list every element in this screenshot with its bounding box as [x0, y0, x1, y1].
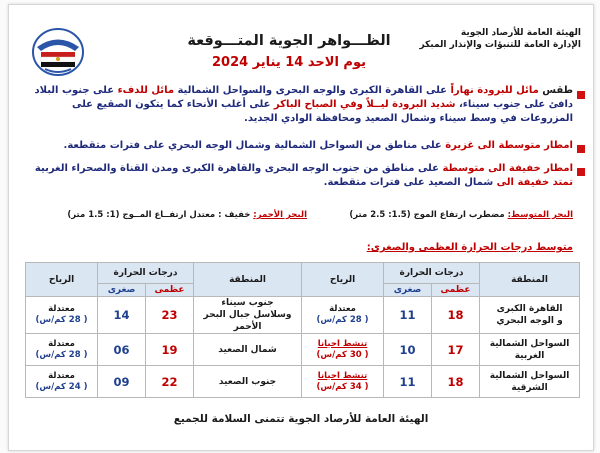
red-square-bullet-icon	[577, 91, 585, 99]
forecast-bullet-3	[19, 162, 573, 190]
min-temp: 14	[98, 297, 146, 334]
bullet-seg: تمتد خفيفة الى	[496, 177, 573, 188]
area-name: القاهرة الكبرى و الوجه البحري	[480, 297, 580, 334]
table-row	[26, 366, 580, 398]
bullet-seg: غزيرة	[445, 140, 475, 151]
wind-speed: ( 28 كم/س)	[316, 315, 369, 325]
red-sea-condition: خفيف : معتدل	[186, 210, 254, 220]
bullet-seg: مائل للبرودة نهاراً	[450, 85, 539, 96]
bullet-seg: شمال الصعيد على فترات متقطعة.	[323, 177, 497, 188]
max-temp: 18	[432, 297, 480, 334]
avg-temps-title: متوسط درجات الحرارة العظمى والصغرى:	[366, 242, 573, 253]
wind-cell	[26, 366, 98, 398]
area-name: جنوب الصعيد	[194, 366, 302, 398]
ema-logo-icon	[31, 27, 85, 77]
bullet-seg: على القاهرة الكبرى والوجه البحرى والسواحل الشمالية	[174, 85, 451, 96]
wind-desc: تنشط احيانا	[317, 370, 368, 381]
wind-speed: ( 30 كم/س)	[316, 349, 369, 360]
max-temp: 17	[432, 334, 480, 366]
col-wind-header: الرياح	[26, 263, 98, 297]
min-temp: 06	[98, 334, 146, 366]
col-temps-header: درجات الحرارة	[384, 263, 480, 284]
area-name: جنوب سيناء وسلاسل جبال البحر الأحمر	[194, 297, 302, 334]
area-name: السواحل الشمالية الشرقية	[480, 366, 580, 398]
col-max-header: عظمى	[146, 284, 194, 297]
red-sea-state	[23, 210, 307, 220]
bullet-seg: امطار متوسطة الى	[474, 140, 573, 151]
col-area-header: المنطقة	[194, 263, 302, 297]
med-sea-label: البحر المتوسط:	[507, 210, 573, 220]
min-temp: 10	[384, 334, 432, 366]
forecast-bullet-2	[19, 139, 573, 153]
wind-cell	[302, 366, 384, 398]
wind-desc: معتدلة	[48, 370, 75, 381]
forecast-sheet	[8, 4, 594, 451]
bullet-seg: على جنوب البلاد دافئ على جنوب سيناء،	[34, 85, 573, 110]
area-name: شمال الصعيد	[194, 334, 302, 366]
wind-desc: معتدلة	[48, 304, 75, 314]
page-title: الظـــواهر الجوية المتـــوقعة	[187, 33, 391, 49]
wind-cell	[302, 297, 384, 334]
forecast-bullet-1	[19, 84, 573, 126]
max-temp: 18	[432, 366, 480, 398]
wind-cell	[26, 334, 98, 366]
bullet-seg: امطار خفيفة الى متوسطة	[442, 163, 573, 174]
org-line-1: الهيئة العامة للأرصاد الجوية	[460, 28, 581, 38]
wind-cell	[26, 297, 98, 334]
temperature-table	[25, 262, 580, 398]
bullet-seg: مائل للدفء	[117, 85, 175, 96]
wind-speed: ( 28 كم/س)	[35, 349, 88, 360]
forecast-date: يوم الاحد 14 يناير 2024	[211, 55, 366, 70]
red-sea-waves: ارتفــاع المــوج (1: 1.5 متر)	[67, 210, 187, 220]
org-name	[389, 27, 581, 51]
max-temp: 19	[146, 334, 194, 366]
wind-desc: معتدلة	[48, 338, 75, 349]
max-temp: 23	[146, 297, 194, 334]
wind-speed: ( 28 كم/س)	[35, 315, 88, 325]
med-sea-state	[309, 210, 573, 220]
max-temp: 22	[146, 366, 194, 398]
org-line-2: الإدارة العامة للتنبؤات والإنذار المبكر	[419, 40, 581, 50]
bullet-seg: على مناطق من السواحل الشمالية وشمال الوجه البحري على فترات متقطعة.	[63, 140, 446, 151]
bullet-seg: على مناطق من جنوب الوجه البحرى والقاهرة الكبرى ومدن القناة والصحراء الغربية	[34, 163, 443, 174]
col-min-header: صغرى	[384, 284, 432, 297]
table-row	[26, 334, 580, 366]
wind-speed: ( 24 كم/س)	[35, 381, 88, 392]
bullet-seg: على أغلب الأنحاء كما يتكون الصقيع على المزروعات في وسط سيناء وشمال الصعيد ومحافظة الوادي الجديد.	[71, 99, 573, 124]
col-temps-header: درجات الحرارة	[98, 263, 194, 284]
wind-speed: ( 34 كم/س)	[316, 381, 369, 392]
area-name: السواحل الشمالية الغربية	[480, 334, 580, 366]
red-square-bullet-icon	[577, 168, 585, 176]
wind-cell	[302, 334, 384, 366]
table-header-row	[26, 263, 580, 284]
med-sea-condition: مضطرب	[465, 210, 508, 220]
min-temp: 09	[98, 366, 146, 398]
table-row	[26, 297, 580, 334]
bullet-seg: شديد البرودة ليــلاً وفي الصباح الباكر	[273, 99, 456, 110]
col-area-header: المنطقة	[480, 263, 580, 297]
col-max-header: عظمى	[432, 284, 480, 297]
red-square-bullet-icon	[577, 145, 585, 153]
wind-desc: معتدلة	[329, 304, 356, 314]
wind-desc: تنشط احيانا	[317, 338, 368, 349]
col-wind-header: الرياح	[302, 263, 384, 297]
footer-message: الهيئة العامة للأرصاد الجوية تتمنى السلامة للجميع	[173, 413, 429, 425]
red-sea-label: البحر الأحمر:	[253, 210, 307, 220]
min-temp: 11	[384, 297, 432, 334]
min-temp: 11	[384, 366, 432, 398]
med-sea-waves: ارتفاع الموج (1.5: 2.5 متر)	[349, 210, 466, 220]
bullet-seg: طقس	[538, 85, 573, 96]
col-min-header: صغرى	[98, 284, 146, 297]
